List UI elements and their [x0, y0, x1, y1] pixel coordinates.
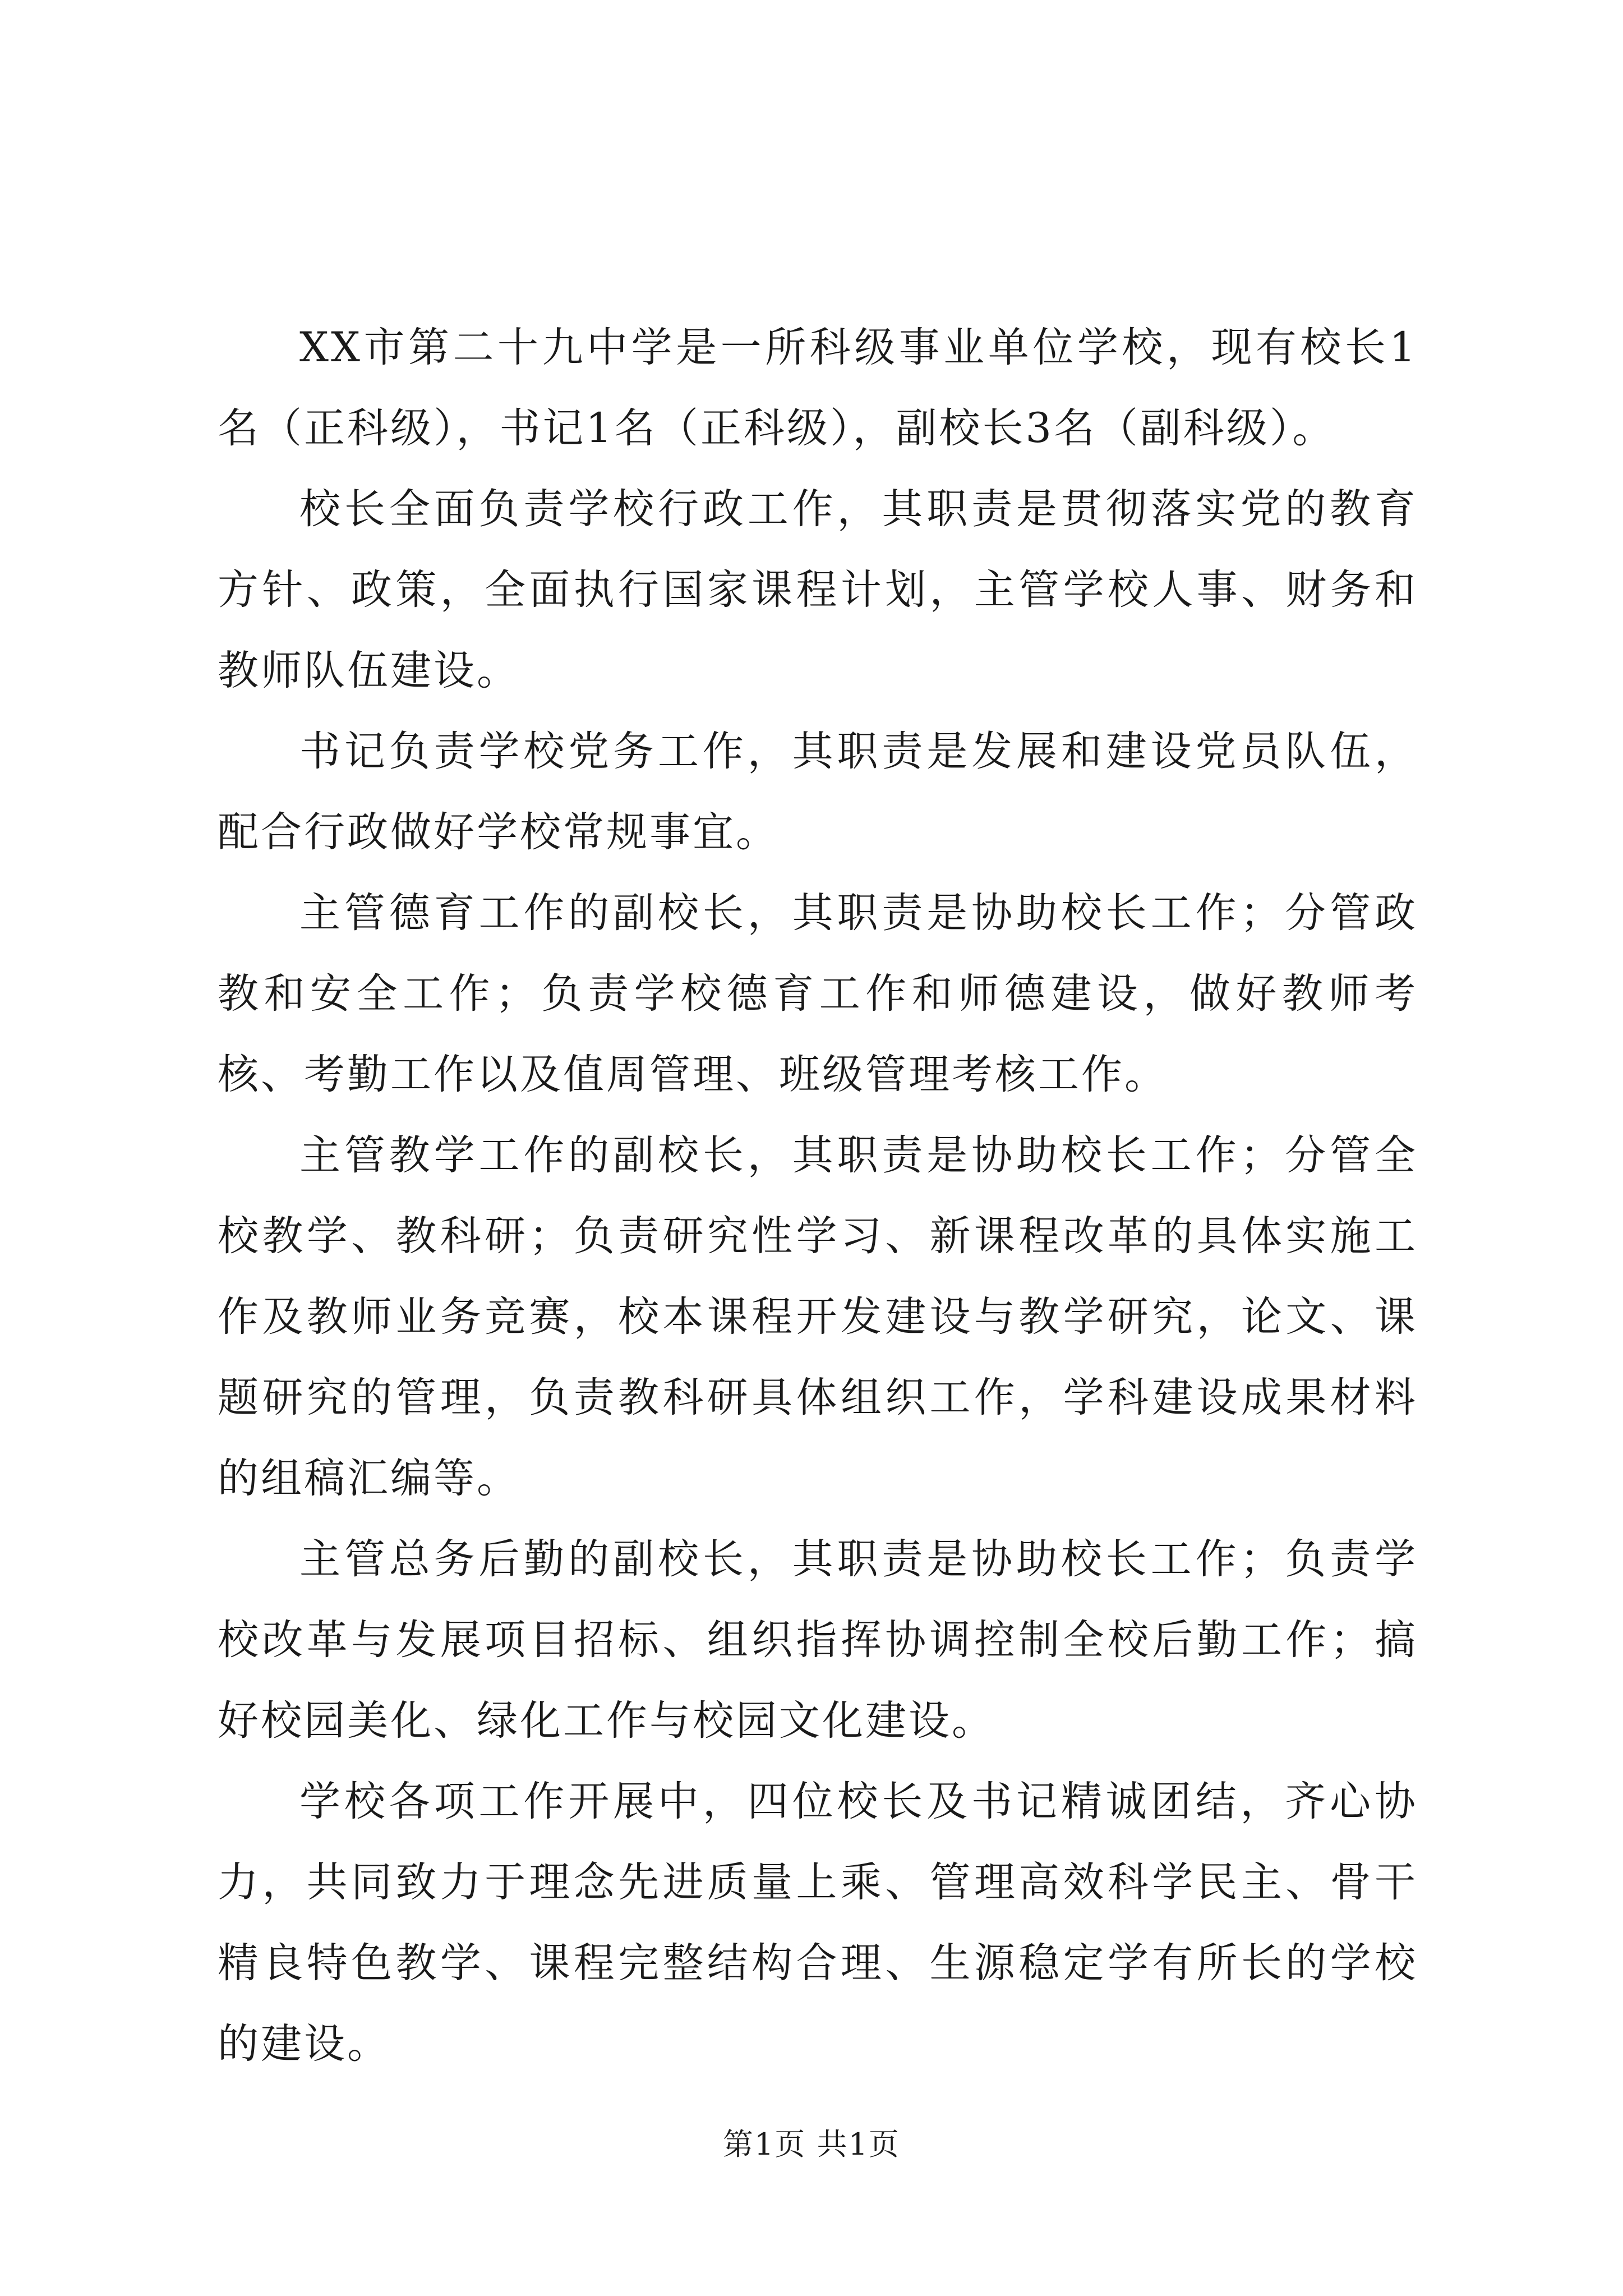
paragraph-school-overview: XX市第二十九中学是一所科级事业单位学校，现有校长1名（正科级），书记1名（正科级），副校长3名（副科级）。	[218, 324, 1418, 452]
paragraph-principal-duties: 校长全面负责学校行政工作，其职责是贯彻落实党的教育方针、政策，全面执行国家课程计划，主管学校人事、财务和教师队伍建设。	[218, 485, 1418, 694]
paragraph-teaching-vice-principal: 主管教学工作的副校长，其职责是协助校长工作；分管全校教学、教科研；负责研究性学习、新课程改革的具体实施工作及教师业务竞赛，校本课程开发建设与教学研究，论文、课题研究的管理，负责教科研具体组织工作，学科建设成果材料的组稿汇编等。	[218, 1131, 1418, 1502]
paragraph-logistics-vice-principal: 主管总务后勤的副校长，其职责是协助校长工作；负责学校改革与发展项目招标、组织指挥协调控制全校后勤工作；搞好校园美化、绿化工作与校园文化建设。	[218, 1535, 1418, 1745]
page-number-footer: 第1页 共1页	[723, 2127, 900, 2162]
paragraph-moral-education-vice-principal: 主管德育工作的副校长，其职责是协助校长工作；分管政教和安全工作；负责学校德育工作和师德建设，做好教师考核、考勤工作以及值周管理、班级管理考核工作。	[218, 889, 1418, 1098]
paragraph-secretary-duties: 书记负责学校党务工作，其职责是发展和建设党员队伍，配合行政做好学校常规事宜。	[218, 728, 1418, 856]
paragraph-team-cooperation: 学校各项工作开展中，四位校长及书记精诚团结，齐心协力，共同致力于理念先进质量上乘、管理高效科学民主、骨干精良特色教学、课程完整结构合理、生源稳定学有所长的学校的建设。	[218, 1778, 1418, 2068]
document-body	[218, 307, 1418, 2085]
